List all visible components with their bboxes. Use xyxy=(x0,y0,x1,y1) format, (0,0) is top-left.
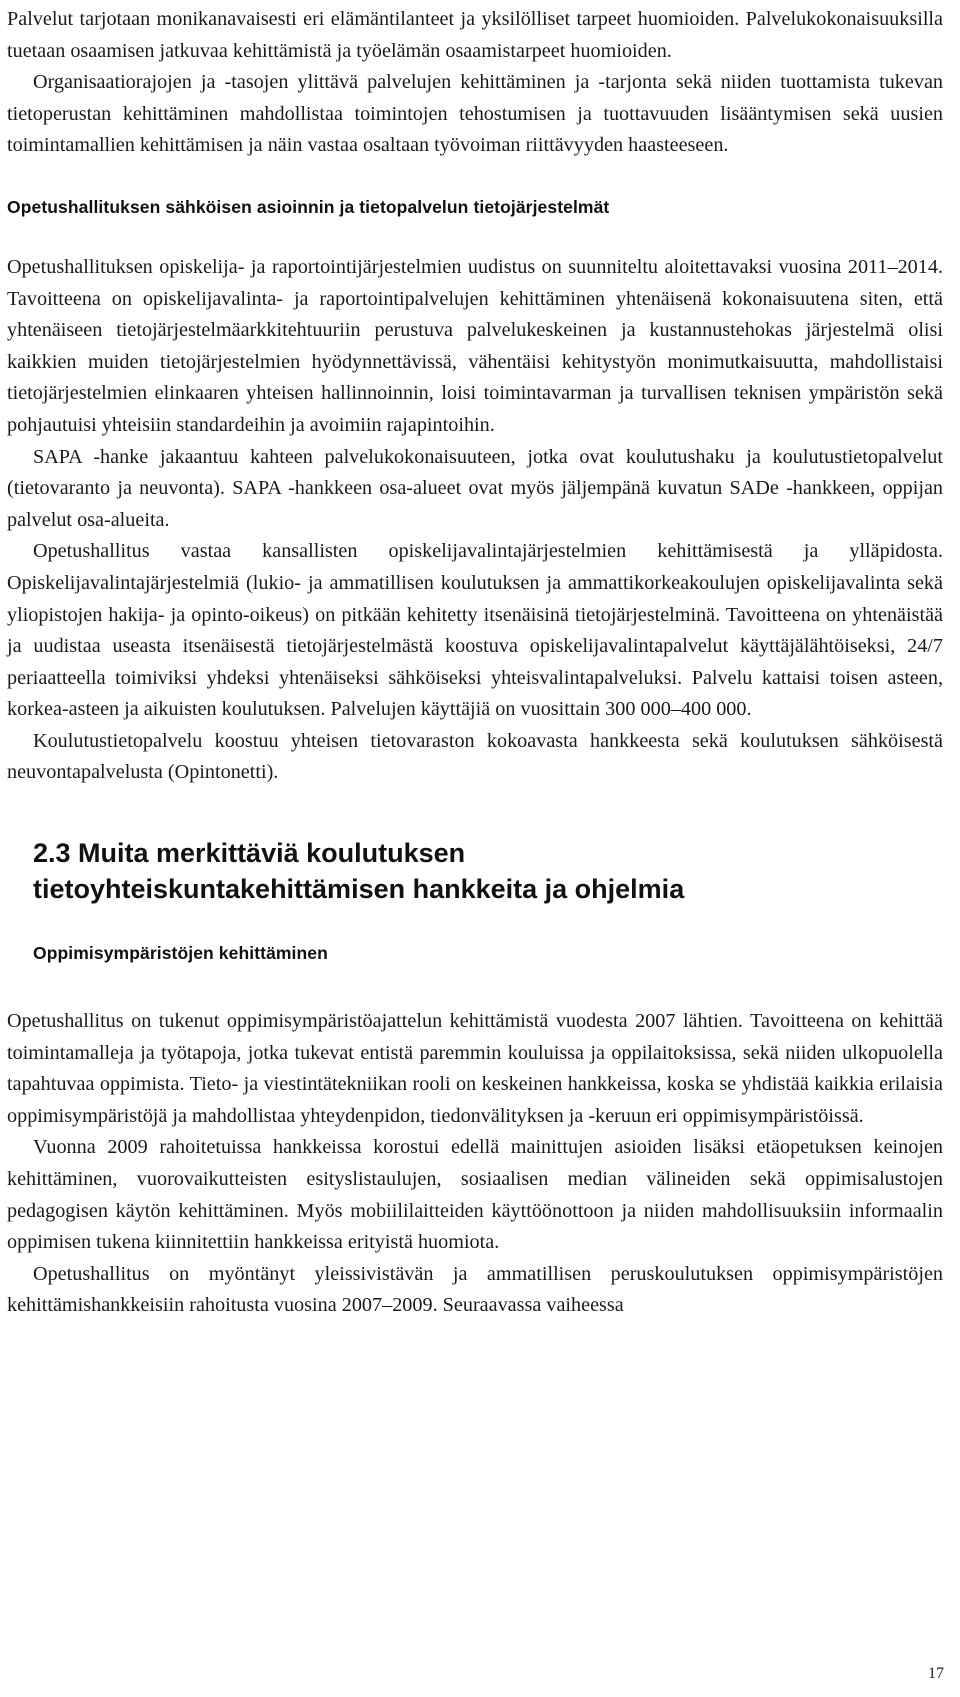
paragraph-intro: Palvelut tarjotaan monikanavaisesti eri elämäntilanteet ja yksilölliset tarpeet huomioiden. Palvelukokonaisuuksilla tuetaan osaamisen jatkuvaa kehittämistä ja työelämän osaamistarpeet huomioiden. xyxy=(7,8,943,62)
paragraph-sapa: SAPA -hanke jakaantuu kahteen palvelukokonaisuuteen, jotka ovat koulutushaku ja koulutustietopalvelut (tietovaranto ja neuvonta). SAPA -hankkeen osa-alueet ovat myös jäljempänä kuvatun SADe -hankkeen, oppijan palvelut osa-alueita. xyxy=(7,445,943,531)
paragraph-koulutustieto: Koulutustietopalvelu koostuu yhteisen tietovaraston kokoavasta hankkeesta sekä koulutuksen sähköisestä neuvontapalvelusta (Opintonetti). xyxy=(7,729,943,784)
paragraph-uudistus: Opetushallituksen opiskelija- ja raportointijärjestelmien uudistus on suunniteltu aloitettavaksi vuosina 2011–2014. Tavoitteena on opiskelijavalinta- ja raportointipalvelujen kehittäminen yhtenäisenä kokonaisuutena siten, että yhtenäiseen tietojärjestelmäarkkitehtuuriin perustuva palvelukeskeinen ja kustannustehokas järjestelmä olisi kaikkien muiden tietojärjestelmien hyödynnettävissä, vähentäisi kehitystyön monimutkaisuutta, mahdollistaisi tietojärjestelmien elinkaaren yhteisen hallinnoinnin, loisi toimintavarman ja turvallisen teknisen ympäristön sekä pohjautuisi yhteisiin standardeihin ja avoimiin rajapintoihin. xyxy=(7,255,943,436)
subheading-asioinnin: Opetushallituksen sähköisen asioinnin ja tietopalvelun tietojärjestelmät xyxy=(7,196,610,217)
section-heading-line-2: tietoyhteiskuntakehittämisen hankkeita ja ohjelmia xyxy=(33,874,685,905)
section-heading-line-1: 2.3 Muita merkittäviä koulutuksen xyxy=(33,838,466,869)
paragraph-vuonna2009: Vuonna 2009 rahoitetuissa hankkeissa korostui edellä mainittujen asioiden lisäksi etäopetuksen keinojen kehittäminen, vuorovaikutteisten esityslistaulujen, sosiaalisen median välineiden sekä oppimisalustojen pedagogisen käytön kehittäminen. Myös mobiililaitteiden käyttöönottoon ja niiden mahdollisuuksiin informaalin oppimisen tukena kiinnitettiin hankkeissa erityistä huomiota. xyxy=(7,1136,943,1254)
page-number: 17 xyxy=(928,1665,944,1682)
paragraph-oppimis1: Opetushallitus on tukenut oppimisympäristöajattelun kehittämistä vuodesta 2007 lähtien. Tavoitteena on kehittää toimintamalleja ja työtapoja, jotka tukevat entistä paremmin kouluissa ja oppilaitoksissa, sekä niiden ulkopuolella tapahtuvaa oppimista. Tieto- ja viestintätekniikan rooli on keskeinen hankkeissa, koska se yhdistää kaikkia erilaisia oppimisympäristöjä ja mahdollistaa yhteydenpidon, tiedonvälityksen ja -keruun eri oppimisympäristöissä. xyxy=(7,1010,943,1127)
section-heading-2-3 xyxy=(7,835,943,907)
document-page xyxy=(7,0,943,1322)
subheading-oppimis: Oppimisympäristöjen kehittäminen xyxy=(33,943,328,964)
paragraph-organisaatio: Organisaatiorajojen ja -tasojen ylittävä palvelujen kehittäminen ja -tarjonta sekä niiden tuottamista tukevan tietoperustan kehittäminen mahdollistaa toimintojen tehostumisen ja tuottavuuden lisääntymisen sekä uusien toimintamallien kehittämisen ja näin vastaa osaltaan työvoiman riittävyyden haasteeseen. xyxy=(7,71,943,157)
paragraph-kansalliset: Opetushallitus vastaa kansallisten opiskelijavalintajärjestelmien kehittämisestä ja ylläpidosta. Opiskelijavalintajärjestelmiä (lukio- ja ammatillisen koulutuksen ja ammattikorkeakoulujen opiskelijavalinta sekä yliopistojen hakija- ja opinto-oikeus) on pitkään kehitetty itsenäisinä tietojärjestelminä. Tavoitteena on yhtenäistää ja uudistaa useasta itsenäisestä tietojärjestelmästä koostuva opiskelijavalintapalvelut käyttäjälähtöiseksi, 24/7 periaatteella toimiviksi yhdeksi yhtenäiseksi sähköiseksi yhteisvalintapalveluksi. Palvelu kattaisi toisen asteen, korkea-asteen ja aikuisten koulutuksen. Palvelujen käyttäjiä on vuosittain 300 000–400 000. xyxy=(7,540,943,721)
paragraph-rahoitus: Opetushallitus on myöntänyt yleissivistävän ja ammatillisen peruskoulutuksen oppimisympäristöjen kehittämishankkeisiin rahoitusta vuosina 2007–2009. Seuraavassa vaiheessa xyxy=(7,1262,943,1317)
